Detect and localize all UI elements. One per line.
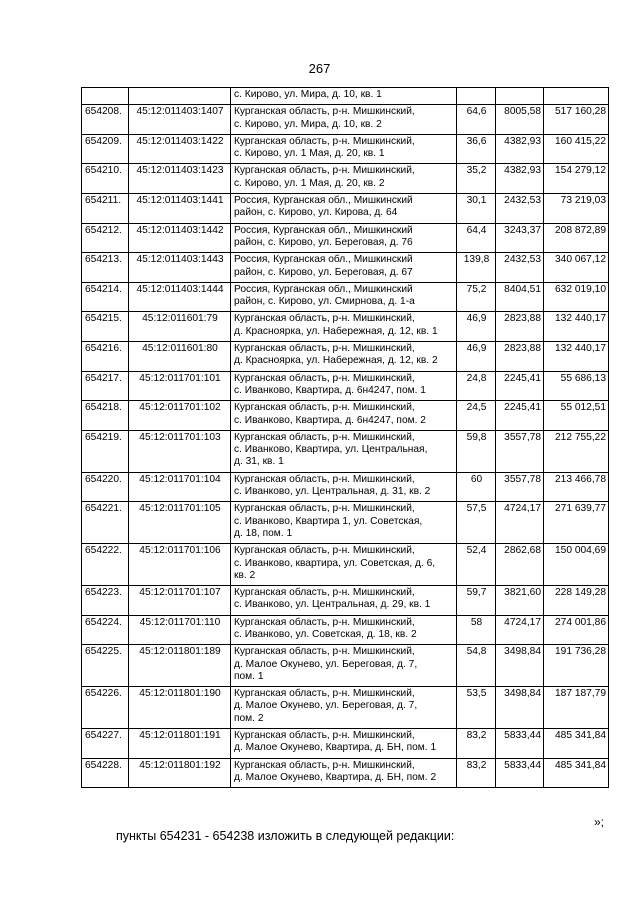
row-number-cell: 654225. bbox=[82, 645, 129, 687]
cost-cell: 274 001,86 bbox=[544, 615, 609, 645]
address-line: район, с. Кирово, ул. Береговая, д. 76 bbox=[234, 236, 413, 248]
cadastral-number-cell: 45:12:011403:1442 bbox=[129, 223, 231, 253]
table-row bbox=[82, 134, 609, 164]
table-row bbox=[82, 430, 609, 472]
unit-price-cell: 2823,88 bbox=[496, 342, 544, 372]
cost-cell: 632 019,10 bbox=[544, 282, 609, 312]
row-number-cell: 654216. bbox=[82, 342, 129, 372]
table-row bbox=[82, 758, 609, 788]
area-cell: 46,9 bbox=[457, 342, 496, 372]
unit-price-cell: 8005,58 bbox=[496, 105, 544, 135]
address-cell bbox=[231, 282, 457, 312]
area-cell: 24,8 bbox=[457, 371, 496, 401]
cost-cell: 150 004,69 bbox=[544, 544, 609, 586]
row-number-cell: 654213. bbox=[82, 253, 129, 283]
unit-price-cell: 8404,51 bbox=[496, 282, 544, 312]
address-cell bbox=[231, 472, 457, 502]
cost-cell: 55 686,13 bbox=[544, 371, 609, 401]
area-cell: 35,2 bbox=[457, 164, 496, 194]
footer-text: пункты 654231 - 654238 изложить в следующей редакции: bbox=[116, 829, 455, 843]
address-line: д. Красноярка, ул. Набережная, д. 12, кв. 2 bbox=[234, 355, 438, 367]
address-line: с. Иванково, квартира, ул. Советская, д. 6, bbox=[234, 557, 436, 569]
unit-price-cell: 3821,60 bbox=[496, 586, 544, 616]
table-row bbox=[82, 401, 609, 431]
table-row bbox=[82, 687, 609, 729]
cadastral-number-cell: 45:12:011701:107 bbox=[129, 586, 231, 616]
unit-price-cell: 2432,53 bbox=[496, 194, 544, 224]
cost-cell: 228 149,28 bbox=[544, 586, 609, 616]
address-line: Курганская область, р-н. Мишкинский, bbox=[234, 587, 415, 599]
row-number-cell: 654209. bbox=[82, 134, 129, 164]
row-number-cell: 654212. bbox=[82, 223, 129, 253]
address-line: д. Малое Окунево, Квартира, д. БН, пом. 1 bbox=[234, 742, 437, 754]
row-number-cell: 654221. bbox=[82, 502, 129, 544]
unit-price-cell: 4382,93 bbox=[496, 134, 544, 164]
cost-cell: 485 341,84 bbox=[544, 729, 609, 759]
address-line: Курганская область, р-н. Мишкинский, bbox=[234, 106, 415, 118]
unit-price-cell: 2823,88 bbox=[496, 312, 544, 342]
address-line: с. Кирово, ул. 1 Мая, д. 20, кв. 1 bbox=[234, 148, 385, 160]
table-row bbox=[82, 194, 609, 224]
row-number-cell: 654210. bbox=[82, 164, 129, 194]
cost-cell: 485 341,84 bbox=[544, 758, 609, 788]
cost-cell: 73 219,03 bbox=[544, 194, 609, 224]
address-line: д. Малое Окунево, ул. Береговая, д. 7, bbox=[234, 700, 418, 712]
address-line: Курганская область, р-н. Мишкинский, bbox=[234, 402, 415, 414]
unit-price-cell: 3243,37 bbox=[496, 223, 544, 253]
cost-cell: 517 160,28 bbox=[544, 105, 609, 135]
address-cell bbox=[231, 401, 457, 431]
area-cell: 24,5 bbox=[457, 401, 496, 431]
row-number-cell: 654211. bbox=[82, 194, 129, 224]
table-row bbox=[82, 282, 609, 312]
area-cell: 53,5 bbox=[457, 687, 496, 729]
unit-price-cell: 3557,78 bbox=[496, 430, 544, 472]
address-line: Курганская область, р-н. Мишкинский, bbox=[234, 473, 415, 485]
area-cell: 60 bbox=[457, 472, 496, 502]
cadastral-number-cell: 45:12:011701:105 bbox=[129, 502, 231, 544]
cadastral-number-cell: 45:12:011801:190 bbox=[129, 687, 231, 729]
address-line: Курганская область, р-н. Мишкинский, bbox=[234, 313, 415, 325]
address-line: с. Иванково, Квартира, ул. Центральная, bbox=[234, 444, 428, 456]
row-number-cell: 654218. bbox=[82, 401, 129, 431]
row-number-cell: 654217. bbox=[82, 371, 129, 401]
table-row bbox=[82, 342, 609, 372]
unit-price-cell: 4724,17 bbox=[496, 615, 544, 645]
address-line: Курганская область, р-н. Мишкинский, bbox=[234, 759, 415, 771]
cost-cell: 187 187,79 bbox=[544, 687, 609, 729]
address-cell bbox=[231, 164, 457, 194]
area-cell: 57,5 bbox=[457, 502, 496, 544]
cadastral-number-cell: 45:12:011701:104 bbox=[129, 472, 231, 502]
cost-cell: 212 755,22 bbox=[544, 430, 609, 472]
area-cell: 83,2 bbox=[457, 729, 496, 759]
address-line: район, с. Кирово, ул. Береговая, д. 67 bbox=[234, 266, 413, 278]
unit-price-cell: 3557,78 bbox=[496, 472, 544, 502]
cadastral-number-cell: 45:12:011801:192 bbox=[129, 758, 231, 788]
address-line: Курганская область, р-н. Мишкинский, bbox=[234, 503, 415, 515]
closing-quote: »; bbox=[594, 815, 605, 829]
cost-cell: 160 415,22 bbox=[544, 134, 609, 164]
address-cell bbox=[231, 312, 457, 342]
address-line: с. Иванково, Квартира 1, ул. Советская, bbox=[234, 515, 423, 527]
area-cell: 59,8 bbox=[457, 430, 496, 472]
address-line: Курганская область, р-н. Мишкинский, bbox=[234, 646, 415, 658]
address-line: Курганская область, р-н. Мишкинский, bbox=[234, 431, 415, 443]
cost-cell: 191 736,28 bbox=[544, 645, 609, 687]
address-cell bbox=[231, 645, 457, 687]
address-line: д. 31, кв. 1 bbox=[234, 456, 284, 468]
address-line: пом. 2 bbox=[234, 712, 264, 724]
unit-price-cell: 5833,44 bbox=[496, 758, 544, 788]
cadastral-number-cell: 45:12:011701:106 bbox=[129, 544, 231, 586]
table-row bbox=[82, 729, 609, 759]
address-line: Курганская область, р-н. Мишкинский, bbox=[234, 343, 415, 355]
address-line: д. Малое Окунево, ул. Береговая, д. 7, bbox=[234, 658, 418, 670]
address-line: Курганская область, р-н. Мишкинский, bbox=[234, 616, 415, 628]
cost-cell: 132 440,17 bbox=[544, 312, 609, 342]
area-cell: 52,4 bbox=[457, 544, 496, 586]
unit-price-cell: 4382,93 bbox=[496, 164, 544, 194]
area-cell: 54,8 bbox=[457, 645, 496, 687]
table-row bbox=[82, 544, 609, 586]
table-row bbox=[82, 88, 609, 105]
address-line: Россия, Курганская обл., Мишкинский bbox=[234, 254, 413, 266]
page-number: 267 bbox=[308, 61, 331, 76]
cost-cell: 132 440,17 bbox=[544, 342, 609, 372]
area-cell: 83,2 bbox=[457, 758, 496, 788]
row-number-cell: 654223. bbox=[82, 586, 129, 616]
area-cell: 36,6 bbox=[457, 134, 496, 164]
cadastral-number-cell bbox=[129, 88, 231, 105]
table-row bbox=[82, 371, 609, 401]
row-number-cell: 654208. bbox=[82, 105, 129, 135]
address-line: с. Кирово, ул. Мира, д. 10, кв. 1 bbox=[234, 89, 382, 100]
unit-price-cell: 2245,41 bbox=[496, 371, 544, 401]
area-cell: 59,7 bbox=[457, 586, 496, 616]
table-row bbox=[82, 253, 609, 283]
cost-cell: 208 872,89 bbox=[544, 223, 609, 253]
address-cell bbox=[231, 371, 457, 401]
row-number-cell: 654215. bbox=[82, 312, 129, 342]
area-cell: 139,8 bbox=[457, 253, 496, 283]
row-number-cell bbox=[82, 88, 129, 105]
area-cell bbox=[457, 88, 496, 105]
area-cell: 46,9 bbox=[457, 312, 496, 342]
address-cell bbox=[231, 223, 457, 253]
table-row bbox=[82, 223, 609, 253]
address-line: район, с. Кирово, ул. Кирова, д. 64 bbox=[234, 207, 398, 219]
area-cell: 75,2 bbox=[457, 282, 496, 312]
cost-cell: 154 279,12 bbox=[544, 164, 609, 194]
cost-cell: 340 067,12 bbox=[544, 253, 609, 283]
cadastral-number-cell: 45:12:011701:102 bbox=[129, 401, 231, 431]
address-line: с. Иванково, Квартира, д. 6н4247, пом. 2 bbox=[234, 414, 426, 426]
address-cell bbox=[231, 88, 457, 105]
cadastral-number-cell: 45:12:011403:1443 bbox=[129, 253, 231, 283]
cadastral-number-cell: 45:12:011403:1422 bbox=[129, 134, 231, 164]
address-cell bbox=[231, 502, 457, 544]
cadastral-number-cell: 45:12:011701:101 bbox=[129, 371, 231, 401]
address-line: с. Иванково, ул. Советская, д. 18, кв. 2 bbox=[234, 628, 417, 640]
address-cell bbox=[231, 544, 457, 586]
unit-price-cell: 2862,68 bbox=[496, 544, 544, 586]
table-row bbox=[82, 502, 609, 544]
address-line: с. Иванково, Квартира, д. 6н4247, пом. 1 bbox=[234, 384, 426, 396]
address-line: с. Иванково, ул. Центральная, д. 29, кв. 1 bbox=[234, 599, 431, 611]
address-line: с. Кирово, ул. Мира, д. 10, кв. 2 bbox=[234, 118, 382, 130]
address-line: Курганская область, р-н. Мишкинский, bbox=[234, 688, 415, 700]
address-cell bbox=[231, 687, 457, 729]
address-cell bbox=[231, 105, 457, 135]
area-cell: 64,6 bbox=[457, 105, 496, 135]
table-row bbox=[82, 312, 609, 342]
address-cell bbox=[231, 342, 457, 372]
table-row bbox=[82, 472, 609, 502]
cost-cell: 55 012,51 bbox=[544, 401, 609, 431]
row-number-cell: 654222. bbox=[82, 544, 129, 586]
unit-price-cell: 3498,84 bbox=[496, 645, 544, 687]
area-cell: 30,1 bbox=[457, 194, 496, 224]
table-row bbox=[82, 586, 609, 616]
address-line: с. Иванково, ул. Центральная, д. 31, кв. 2 bbox=[234, 486, 431, 498]
cadastral-number-cell: 45:12:011601:80 bbox=[129, 342, 231, 372]
unit-price-cell: 2245,41 bbox=[496, 401, 544, 431]
unit-price-cell: 4724,17 bbox=[496, 502, 544, 544]
cadastral-number-cell: 45:12:011701:110 bbox=[129, 615, 231, 645]
row-number-cell: 654220. bbox=[82, 472, 129, 502]
table-row bbox=[82, 615, 609, 645]
area-cell: 58 bbox=[457, 615, 496, 645]
table-row bbox=[82, 105, 609, 135]
row-number-cell: 654227. bbox=[82, 729, 129, 759]
address-line: пом. 1 bbox=[234, 670, 264, 682]
unit-price-cell: 2432,53 bbox=[496, 253, 544, 283]
cost-cell: 271 639,77 bbox=[544, 502, 609, 544]
row-number-cell: 654226. bbox=[82, 687, 129, 729]
address-line: Курганская область, р-н. Мишкинский, bbox=[234, 165, 415, 177]
table-row bbox=[82, 645, 609, 687]
address-cell bbox=[231, 430, 457, 472]
address-line: Россия, Курганская обл., Мишкинский bbox=[234, 195, 413, 207]
address-line: д. 18, пом. 1 bbox=[234, 527, 293, 539]
address-line: Курганская область, р-н. Мишкинский, bbox=[234, 545, 415, 557]
unit-price-cell bbox=[496, 88, 544, 105]
cadastral-number-cell: 45:12:011403:1423 bbox=[129, 164, 231, 194]
cost-cell: 213 466,78 bbox=[544, 472, 609, 502]
address-cell bbox=[231, 134, 457, 164]
cadastral-number-cell: 45:12:011403:1407 bbox=[129, 105, 231, 135]
property-table bbox=[81, 87, 609, 788]
address-cell bbox=[231, 253, 457, 283]
cadastral-number-cell: 45:12:011801:191 bbox=[129, 729, 231, 759]
cadastral-number-cell: 45:12:011701:103 bbox=[129, 430, 231, 472]
cadastral-number-cell: 45:12:011801:189 bbox=[129, 645, 231, 687]
cadastral-number-cell: 45:12:011403:1444 bbox=[129, 282, 231, 312]
address-line: район, с. Кирово, ул. Смирнова, д. 1-а bbox=[234, 296, 415, 308]
address-cell bbox=[231, 615, 457, 645]
row-number-cell: 654219. bbox=[82, 430, 129, 472]
address-line: Россия, Курганская обл., Мишкинский bbox=[234, 283, 413, 295]
address-cell bbox=[231, 586, 457, 616]
area-cell: 64,4 bbox=[457, 223, 496, 253]
row-number-cell: 654228. bbox=[82, 758, 129, 788]
address-line: Курганская область, р-н. Мишкинский, bbox=[234, 372, 415, 384]
unit-price-cell: 3498,84 bbox=[496, 687, 544, 729]
address-line: Курганская область, р-н. Мишкинский, bbox=[234, 135, 415, 147]
address-line: Россия, Курганская обл., Мишкинский bbox=[234, 224, 413, 236]
cost-cell bbox=[544, 88, 609, 105]
unit-price-cell: 5833,44 bbox=[496, 729, 544, 759]
row-number-cell: 654214. bbox=[82, 282, 129, 312]
cadastral-number-cell: 45:12:011403:1441 bbox=[129, 194, 231, 224]
address-cell bbox=[231, 758, 457, 788]
row-number-cell: 654224. bbox=[82, 615, 129, 645]
address-cell bbox=[231, 194, 457, 224]
address-line: с. Кирово, ул. 1 Мая, д. 20, кв. 2 bbox=[234, 177, 385, 189]
address-line: Курганская область, р-н. Мишкинский, bbox=[234, 730, 415, 742]
address-line: д. Малое Окунево, Квартира, д. БН, пом. 2 bbox=[234, 771, 437, 783]
cadastral-number-cell: 45:12:011601:79 bbox=[129, 312, 231, 342]
table-row bbox=[82, 164, 609, 194]
address-line: кв. 2 bbox=[234, 569, 256, 581]
address-line: д. Красноярка, ул. Набережная, д. 12, кв. 1 bbox=[234, 325, 438, 337]
address-cell bbox=[231, 729, 457, 759]
